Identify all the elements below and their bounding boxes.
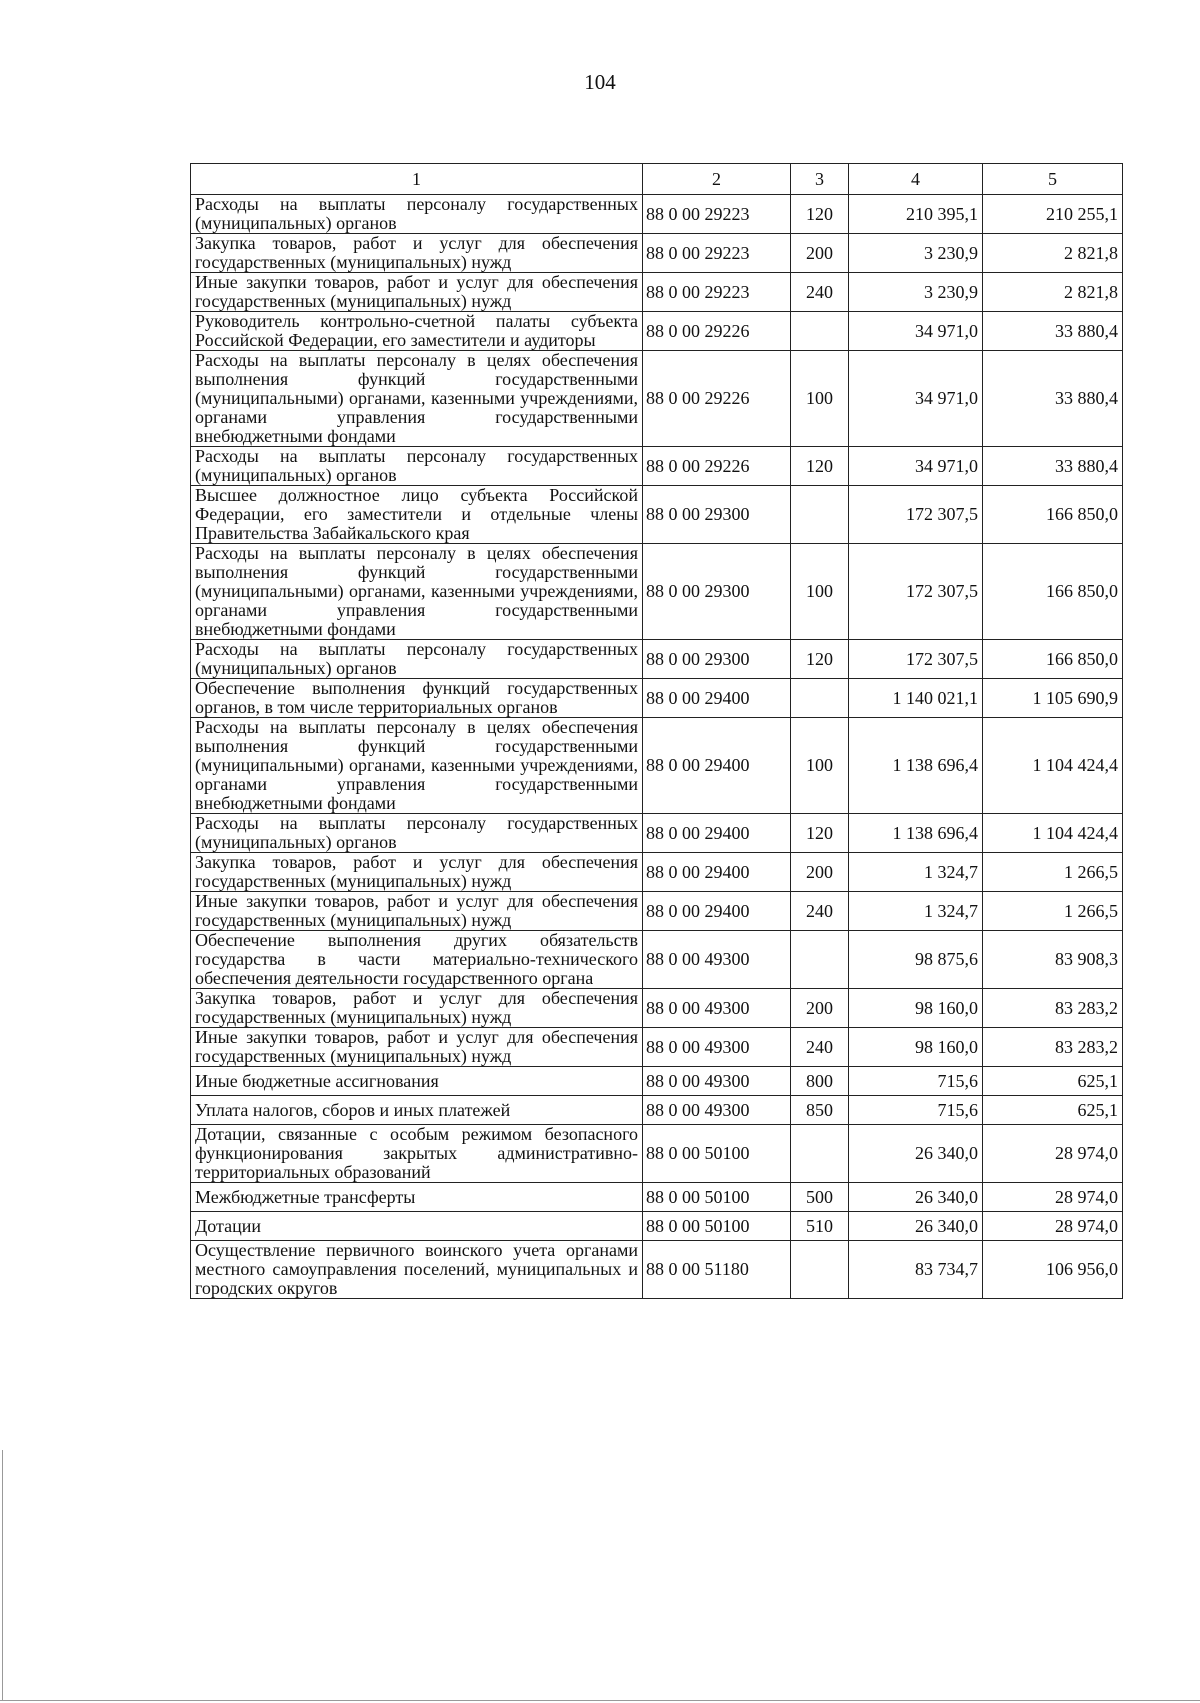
expense-name: Расходы на выплаты персоналу государственных (муниципальных) органов — [191, 640, 643, 679]
amount-column-5: 166 850,0 — [983, 486, 1123, 544]
table-row — [191, 679, 1123, 718]
expense-type-code — [791, 931, 849, 989]
target-article-code: 88 0 00 49300 — [643, 931, 791, 989]
table-row — [191, 814, 1123, 853]
expense-type-code: 120 — [791, 640, 849, 679]
target-article-code: 88 0 00 29300 — [643, 544, 791, 640]
page-number: 104 — [584, 70, 616, 94]
expense-name: Закупка товаров, работ и услуг для обеспечения государственных (муниципальных) нужд — [191, 989, 643, 1028]
expense-name: Расходы на выплаты персоналу государственных (муниципальных) органов — [191, 814, 643, 853]
expense-type-code: 850 — [791, 1096, 849, 1125]
amount-column-4: 1 138 696,4 — [849, 814, 983, 853]
target-article-code: 88 0 00 29226 — [643, 447, 791, 486]
amount-column-4: 172 307,5 — [849, 640, 983, 679]
expense-name: Обеспечение выполнения других обязательств государства в части материально-технического обеспечения деятельности государственного органа — [191, 931, 643, 989]
expense-type-code: 120 — [791, 195, 849, 234]
amount-column-5: 625,1 — [983, 1096, 1123, 1125]
table-row — [191, 1212, 1123, 1241]
table-row — [191, 447, 1123, 486]
expense-type-code — [791, 1125, 849, 1183]
expense-type-code — [791, 1241, 849, 1299]
expense-type-code: 800 — [791, 1067, 849, 1096]
amount-column-5: 28 974,0 — [983, 1125, 1123, 1183]
expense-type-code: 510 — [791, 1212, 849, 1241]
target-article-code: 88 0 00 29300 — [643, 640, 791, 679]
expense-type-code: 100 — [791, 718, 849, 814]
column-header-5: 5 — [983, 164, 1123, 195]
table-row — [191, 989, 1123, 1028]
expense-name: Дотации — [191, 1212, 643, 1241]
table-header-row — [191, 164, 1123, 195]
expense-type-code: 240 — [791, 273, 849, 312]
expense-name: Руководитель контрольно-счетной палаты субъекта Российской Федерации, его заместители и аудиторы — [191, 312, 643, 351]
scan-edge-left — [2, 1450, 3, 1700]
target-article-code: 88 0 00 29300 — [643, 486, 791, 544]
amount-column-5: 166 850,0 — [983, 640, 1123, 679]
expense-type-code: 100 — [791, 351, 849, 447]
amount-column-5: 83 283,2 — [983, 989, 1123, 1028]
expense-type-code: 120 — [791, 447, 849, 486]
expense-name: Уплата налогов, сборов и иных платежей — [191, 1096, 643, 1125]
target-article-code: 88 0 00 29226 — [643, 351, 791, 447]
amount-column-4: 3 230,9 — [849, 234, 983, 273]
table-row — [191, 853, 1123, 892]
table-row — [191, 1241, 1123, 1299]
column-header-2: 2 — [643, 164, 791, 195]
amount-column-5: 28 974,0 — [983, 1212, 1123, 1241]
expense-type-code: 200 — [791, 853, 849, 892]
expense-name: Закупка товаров, работ и услуг для обеспечения государственных (муниципальных) нужд — [191, 234, 643, 273]
amount-column-4: 715,6 — [849, 1067, 983, 1096]
amount-column-5: 28 974,0 — [983, 1183, 1123, 1212]
expense-name: Дотации, связанные с особым режимом безопасного функционирования закрытых административно-территориальных образований — [191, 1125, 643, 1183]
amount-column-5: 1 266,5 — [983, 853, 1123, 892]
expense-name: Закупка товаров, работ и услуг для обеспечения государственных (муниципальных) нужд — [191, 853, 643, 892]
amount-column-5: 1 104 424,4 — [983, 814, 1123, 853]
amount-column-5: 33 880,4 — [983, 447, 1123, 486]
expense-name: Иные закупки товаров, работ и услуг для обеспечения государственных (муниципальных) нужд — [191, 892, 643, 931]
expense-type-code: 500 — [791, 1183, 849, 1212]
amount-column-4: 210 395,1 — [849, 195, 983, 234]
amount-column-5: 210 255,1 — [983, 195, 1123, 234]
amount-column-5: 1 266,5 — [983, 892, 1123, 931]
scan-edge-bottom — [0, 1700, 1200, 1701]
expense-type-code — [791, 486, 849, 544]
amount-column-5: 625,1 — [983, 1067, 1123, 1096]
amount-column-5: 2 821,8 — [983, 273, 1123, 312]
amount-column-4: 1 324,7 — [849, 853, 983, 892]
amount-column-4: 83 734,7 — [849, 1241, 983, 1299]
table-row — [191, 351, 1123, 447]
amount-column-5: 83 908,3 — [983, 931, 1123, 989]
table-row — [191, 718, 1123, 814]
amount-column-4: 98 875,6 — [849, 931, 983, 989]
expense-name: Расходы на выплаты персоналу в целях обеспечения выполнения функций государственными (муниципальными) органами, казенными учреждениями, органами управления государственными внебюджетными фондами — [191, 718, 643, 814]
expense-type-code: 200 — [791, 989, 849, 1028]
table-row — [191, 234, 1123, 273]
target-article-code: 88 0 00 29223 — [643, 234, 791, 273]
target-article-code: 88 0 00 49300 — [643, 1096, 791, 1125]
table-row — [191, 1028, 1123, 1067]
table-row — [191, 544, 1123, 640]
target-article-code: 88 0 00 29223 — [643, 195, 791, 234]
expense-name: Расходы на выплаты персоналу государственных (муниципальных) органов — [191, 447, 643, 486]
expense-name: Иные закупки товаров, работ и услуг для обеспечения государственных (муниципальных) нужд — [191, 1028, 643, 1067]
amount-column-4: 172 307,5 — [849, 486, 983, 544]
target-article-code: 88 0 00 29223 — [643, 273, 791, 312]
expense-name: Межбюджетные трансферты — [191, 1183, 643, 1212]
target-article-code: 88 0 00 49300 — [643, 1028, 791, 1067]
table-row — [191, 195, 1123, 234]
table-row — [191, 892, 1123, 931]
target-article-code: 88 0 00 50100 — [643, 1183, 791, 1212]
expense-type-code — [791, 679, 849, 718]
amount-column-4: 1 324,7 — [849, 892, 983, 931]
amount-column-4: 1 140 021,1 — [849, 679, 983, 718]
amount-column-5: 33 880,4 — [983, 312, 1123, 351]
table-row — [191, 1096, 1123, 1125]
amount-column-4: 98 160,0 — [849, 989, 983, 1028]
expense-type-code: 240 — [791, 892, 849, 931]
target-article-code: 88 0 00 51180 — [643, 1241, 791, 1299]
table-row — [191, 1183, 1123, 1212]
expense-type-code: 100 — [791, 544, 849, 640]
target-article-code: 88 0 00 29400 — [643, 679, 791, 718]
expense-name: Иные бюджетные ассигнования — [191, 1067, 643, 1096]
target-article-code: 88 0 00 29400 — [643, 814, 791, 853]
amount-column-4: 98 160,0 — [849, 1028, 983, 1067]
expense-name: Обеспечение выполнения функций государственных органов, в том числе территориальных органов — [191, 679, 643, 718]
expense-name: Высшее должностное лицо субъекта Российской Федерации, его заместители и отдельные члены Правительства Забайкальского края — [191, 486, 643, 544]
amount-column-4: 26 340,0 — [849, 1212, 983, 1241]
expense-name: Иные закупки товаров, работ и услуг для обеспечения государственных (муниципальных) нужд — [191, 273, 643, 312]
amount-column-5: 2 821,8 — [983, 234, 1123, 273]
expense-name: Расходы на выплаты персоналу в целях обеспечения выполнения функций государственными (муниципальными) органами, казенными учреждениями, органами управления государственными внебюджетными фондами — [191, 351, 643, 447]
target-article-code: 88 0 00 29400 — [643, 853, 791, 892]
expense-type-code: 240 — [791, 1028, 849, 1067]
amount-column-5: 33 880,4 — [983, 351, 1123, 447]
expense-type-code: 200 — [791, 234, 849, 273]
amount-column-4: 1 138 696,4 — [849, 718, 983, 814]
target-article-code: 88 0 00 29400 — [643, 718, 791, 814]
amount-column-4: 172 307,5 — [849, 544, 983, 640]
target-article-code: 88 0 00 50100 — [643, 1125, 791, 1183]
column-header-4: 4 — [849, 164, 983, 195]
table-row — [191, 486, 1123, 544]
column-header-3: 3 — [791, 164, 849, 195]
amount-column-4: 3 230,9 — [849, 273, 983, 312]
target-article-code: 88 0 00 49300 — [643, 1067, 791, 1096]
table-row — [191, 1067, 1123, 1096]
amount-column-5: 106 956,0 — [983, 1241, 1123, 1299]
target-article-code: 88 0 00 29226 — [643, 312, 791, 351]
expense-name: Расходы на выплаты персоналу государственных (муниципальных) органов — [191, 195, 643, 234]
target-article-code: 88 0 00 49300 — [643, 989, 791, 1028]
table-row — [191, 312, 1123, 351]
expense-type-code — [791, 312, 849, 351]
target-article-code: 88 0 00 50100 — [643, 1212, 791, 1241]
amount-column-4: 715,6 — [849, 1096, 983, 1125]
amount-column-5: 1 105 690,9 — [983, 679, 1123, 718]
amount-column-5: 83 283,2 — [983, 1028, 1123, 1067]
table-row — [191, 1125, 1123, 1183]
amount-column-5: 166 850,0 — [983, 544, 1123, 640]
amount-column-4: 26 340,0 — [849, 1125, 983, 1183]
expense-name: Осуществление первичного воинского учета органами местного самоуправления поселений, муниципальных и городских округов — [191, 1241, 643, 1299]
table-row — [191, 273, 1123, 312]
amount-column-4: 34 971,0 — [849, 351, 983, 447]
expense-name: Расходы на выплаты персоналу в целях обеспечения выполнения функций государственными (муниципальными) органами, казенными учреждениями, органами управления государственными внебюджетными фондами — [191, 544, 643, 640]
amount-column-5: 1 104 424,4 — [983, 718, 1123, 814]
amount-column-4: 34 971,0 — [849, 312, 983, 351]
expense-type-code: 120 — [791, 814, 849, 853]
table-row — [191, 931, 1123, 989]
amount-column-4: 34 971,0 — [849, 447, 983, 486]
target-article-code: 88 0 00 29400 — [643, 892, 791, 931]
table-row — [191, 640, 1123, 679]
table-body — [191, 195, 1123, 1299]
amount-column-4: 26 340,0 — [849, 1183, 983, 1212]
column-header-1: 1 — [191, 164, 643, 195]
budget-table — [190, 163, 1123, 1299]
